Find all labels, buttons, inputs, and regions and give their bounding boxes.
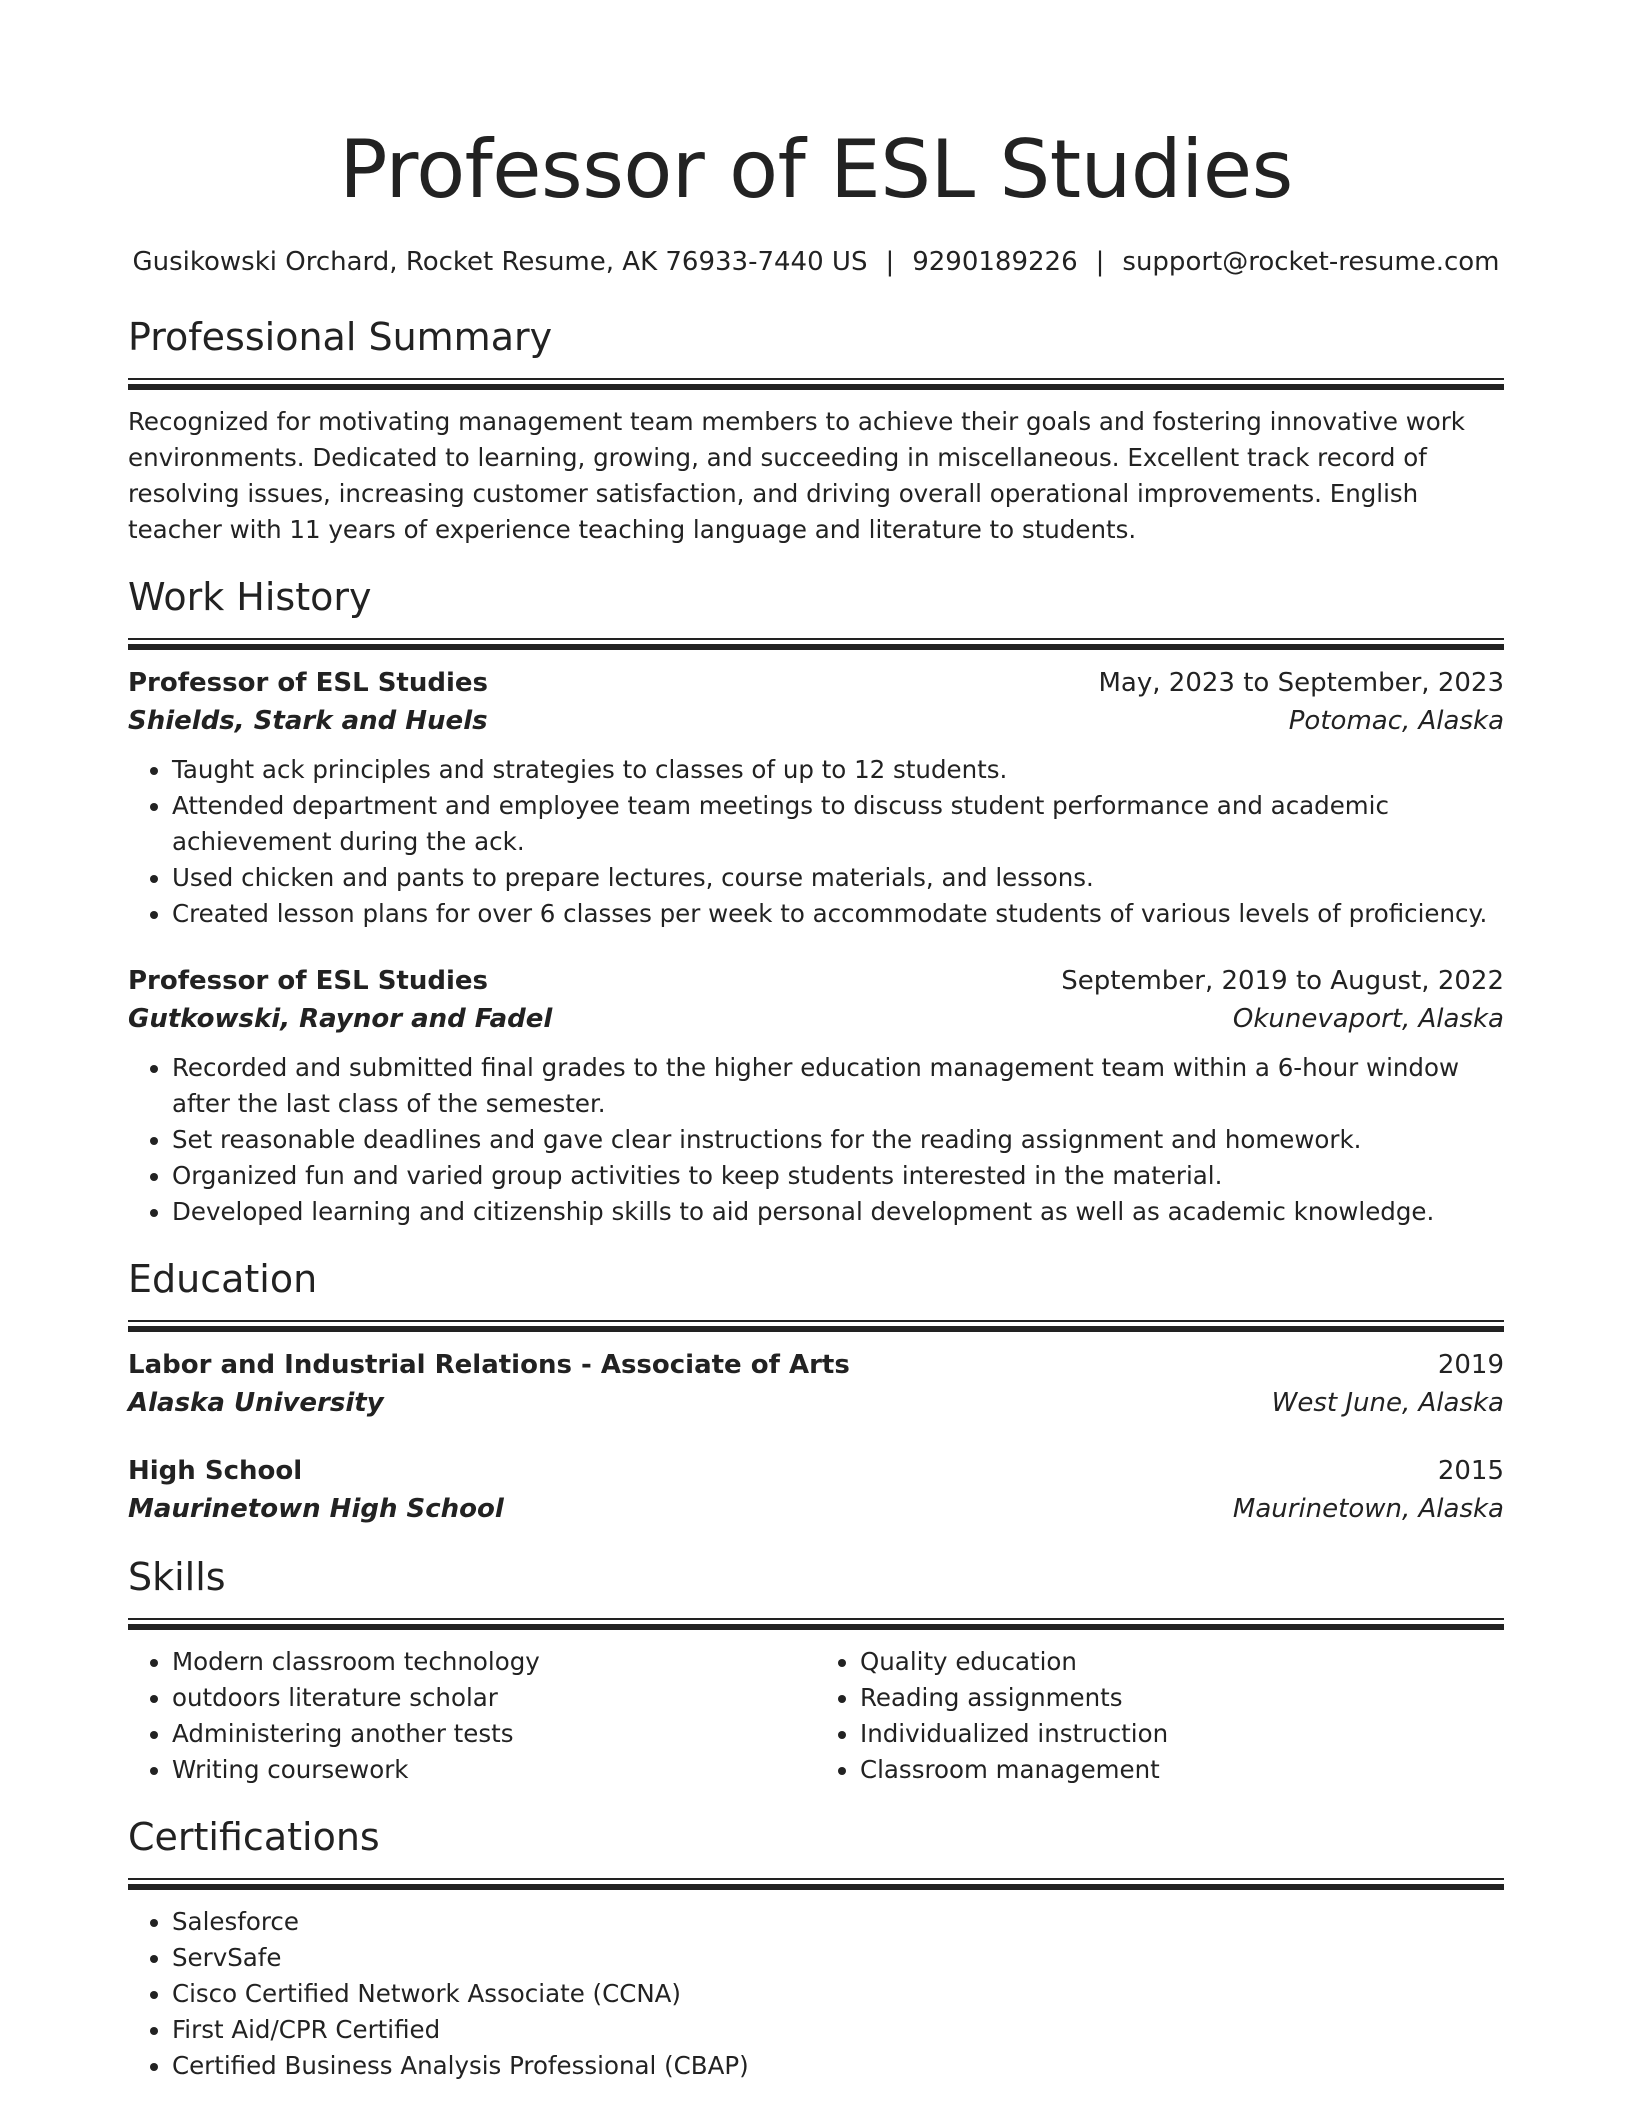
list-item: • Individualized instruction [860, 1716, 1504, 1752]
job-bullets [128, 752, 1504, 932]
section-divider [128, 1618, 1504, 1630]
list-item: • Organized fun and varied group activities to keep students interested in the material. [172, 1158, 1504, 1194]
contact-phone: 9290189226 [912, 247, 1078, 277]
contact-line [128, 244, 1504, 280]
skills-list-right [816, 1644, 1504, 1788]
list-item: • Administering another tests [172, 1716, 816, 1752]
job-title: Professor of ESL Studies [128, 668, 489, 698]
list-item: • Salesforce [172, 1904, 1504, 1940]
education-entry [128, 1346, 1504, 1422]
list-item: • Used chicken and pants to prepare lectures, course materials, and lessons. [172, 860, 1504, 896]
list-item: • Recorded and submitted final grades to the higher education management team within a 6-hour window after the last class of the semester. [172, 1050, 1504, 1122]
list-item: • Cisco Certified Network Associate (CCNA) [172, 1976, 1504, 2012]
school-location: West June, Alaska [1271, 1388, 1504, 1418]
school-name: Alaska University [128, 1388, 384, 1418]
section-title: Work History [128, 575, 372, 619]
skills-list-left [128, 1644, 816, 1788]
section-divider [128, 1320, 1504, 1332]
work-history-section [128, 572, 1504, 1230]
summary-section [128, 312, 1504, 548]
education-entry [128, 1452, 1504, 1528]
graduation-year: 2019 [1437, 1350, 1504, 1380]
list-item: • Taught ack principles and strategies to classes of up to 12 students. [172, 752, 1504, 788]
section-divider [128, 638, 1504, 650]
education-section [128, 1254, 1504, 1528]
job-location: Potomac, Alaska [1288, 706, 1504, 736]
section-title: Skills [128, 1555, 226, 1599]
section-divider [128, 1878, 1504, 1890]
section-title: Certifications [128, 1815, 380, 1859]
degree-name: High School [128, 1456, 303, 1486]
section-title: Professional Summary [128, 315, 553, 359]
contact-separator: | [885, 247, 895, 277]
list-item: • Classroom management [860, 1752, 1504, 1788]
list-item: • Modern classroom technology [172, 1644, 816, 1680]
contact-email: support@rocket-resume.com [1122, 247, 1500, 277]
job-entry [128, 962, 1504, 1230]
summary-text: Recognized for motivating management team members to achieve their goals and fostering innovative work environments. Dedicated to learning, growing, and succeeding in miscellaneous. Excellent track record of resolving issues, increasing customer satisfaction, and driving overall operational improvements. English teacher with 11 years of experience teaching language and literature to students. [128, 407, 1465, 544]
section-divider [128, 378, 1504, 390]
graduation-year: 2015 [1437, 1456, 1504, 1486]
list-item: • Set reasonable deadlines and gave clear instructions for the reading assignment and homework. [172, 1122, 1504, 1158]
job-company: Gutkowski, Raynor and Fadel [128, 1004, 553, 1034]
list-item: • First Aid/CPR Certified [172, 2012, 1504, 2048]
list-item: • Certified Business Analysis Professional (CBAP) [172, 2048, 1504, 2084]
list-item: • Attended department and employee team meetings to discuss student performance and academic achievement during the ack. [172, 788, 1504, 860]
list-item: • ServSafe [172, 1940, 1504, 1976]
job-entry [128, 664, 1504, 932]
list-item: • Reading assignments [860, 1680, 1504, 1716]
candidate-name: Professor of ESL Studies [339, 123, 1293, 216]
job-dates: May, 2023 to September, 2023 [1098, 668, 1504, 698]
list-item: • Created lesson plans for over 6 classes per week to accommodate students of various levels of proficiency. [172, 896, 1504, 932]
contact-address: Gusikowski Orchard, Rocket Resume, AK 76933-7440 US [132, 247, 868, 277]
job-bullets [128, 1050, 1504, 1230]
contact-separator: | [1095, 247, 1105, 277]
job-location: Okunevaport, Alaska [1232, 1004, 1504, 1034]
section-title: Education [128, 1257, 318, 1301]
list-item: • Writing coursework [172, 1752, 816, 1788]
job-company: Shields, Stark and Huels [128, 706, 488, 736]
skills-columns [128, 1644, 1504, 1788]
school-location: Maurinetown, Alaska [1232, 1494, 1504, 1524]
school-name: Maurinetown High School [128, 1494, 504, 1524]
job-dates: September, 2019 to August, 2022 [1061, 966, 1504, 996]
job-title: Professor of ESL Studies [128, 966, 489, 996]
certifications-section [128, 1812, 1504, 2084]
list-item: • outdoors literature scholar [172, 1680, 816, 1716]
certifications-list [128, 1904, 1504, 2084]
degree-name: Labor and Industrial Relations - Associate of Arts [128, 1350, 850, 1380]
list-item: • Quality education [860, 1644, 1504, 1680]
list-item: • Developed learning and citizenship skills to aid personal development as well as academic knowledge. [172, 1194, 1504, 1230]
skills-section [128, 1552, 1504, 1788]
